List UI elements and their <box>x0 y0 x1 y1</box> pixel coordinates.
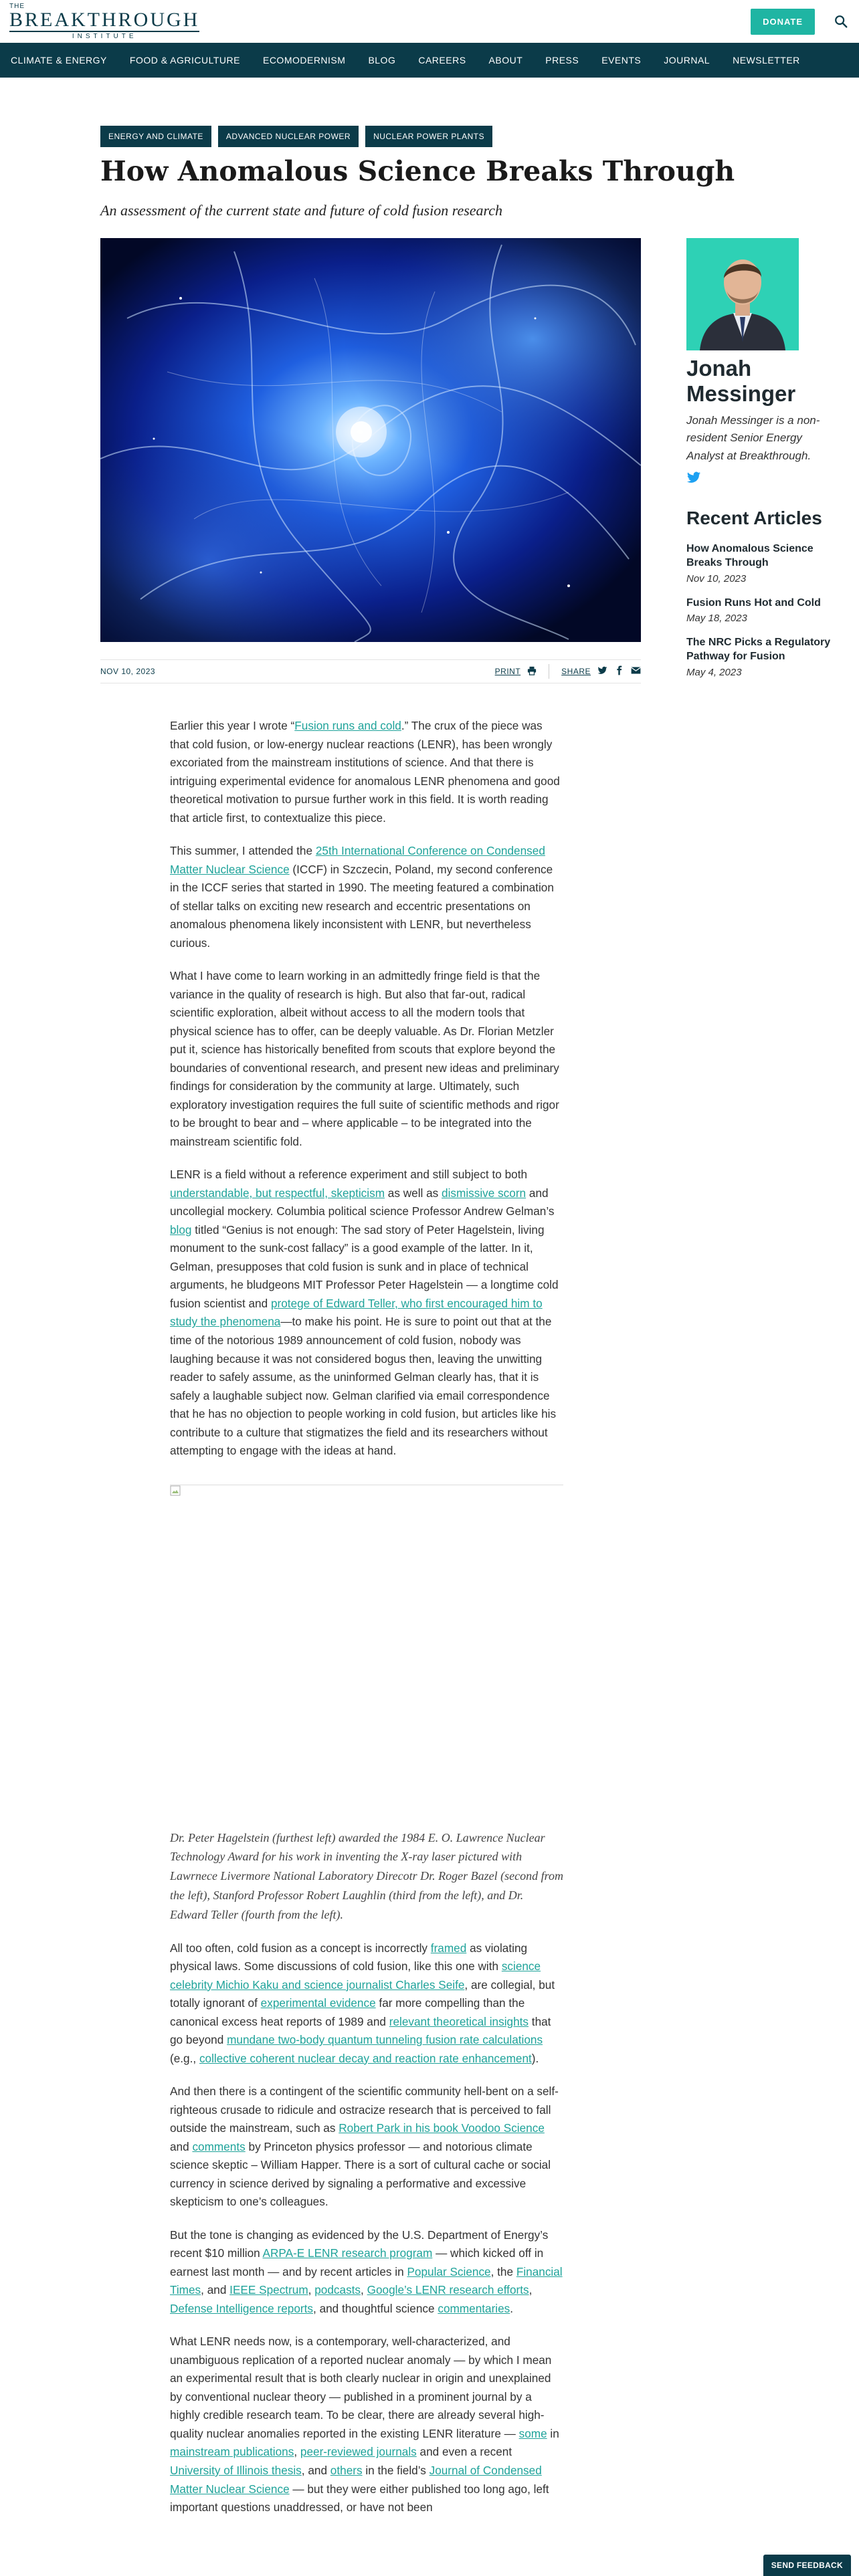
tag-advanced-nuclear[interactable]: ADVANCED NUCLEAR POWER <box>218 126 359 147</box>
body-text: —to make his point. He is sure to point out that at the time of the notorious 1989 announcement of cold fusion, nobody was laughing because it was not considered bogus then, leaving the unwitting reader to safely assume, as the uninformed Gelman clearly has, that it is safely a laughable subject now. Gelman clarified via email correspondence that he has no objection to people working in cold fusion, but articles like his contribute to a culture that stigmatizes the field and its researchers without attempting to engage with the ideas at hand. <box>170 1315 557 1458</box>
nav-events[interactable]: EVENTS <box>601 55 642 66</box>
inline-link[interactable]: Popular Science <box>407 2264 491 2278</box>
body-paragraph <box>170 717 563 827</box>
author-twitter-icon[interactable] <box>686 470 701 485</box>
body-text: as well as <box>385 1186 442 1200</box>
body-paragraph <box>170 1939 563 2068</box>
article-subtitle: An assessment of the current state and future of cold fusion research <box>100 202 503 219</box>
broken-image <box>170 1485 563 1819</box>
body-paragraph <box>170 1166 563 1460</box>
inline-link[interactable]: peer-reviewed journals <box>300 2445 417 2459</box>
nav-climate-energy[interactable]: CLIMATE & ENERGY <box>11 55 107 66</box>
inline-link[interactable]: Financial Times <box>170 2264 563 2297</box>
body-text: as violating physical laws. Some discussions of cold fusion, like this one with <box>170 1941 528 1973</box>
broken-image-icon <box>170 1485 181 1496</box>
body-paragraph <box>170 2082 563 2212</box>
body-text: titled “Genius is not enough: The sad story of Peter Hagelstein, living monument to the sunk-cost fallacy” is a good example of the latter. In it, Gelman, presupposes that cold fusion is sunk and in place of technical arguments, he bludgeons MIT Professor Peter Hagelstein — a longtime cold fusion scientist and <box>170 1222 559 1310</box>
recent-article-date: May 18, 2023 <box>686 613 747 625</box>
figure-caption: Dr. Peter Hagelstein (furthest left) awarded the 1984 E. O. Lawrence Nuclear Technology Award for his work in inventing the X-ray laser pictured with Lawrnece Livermore National Laboratory Direcotr Dr. Roger Bazel (second from the left), Stanford Professor Robert Laughlin (third from the left), and Dr. Edward Teller (fourth from the left). <box>170 1830 563 1921</box>
body-text: , and <box>201 2283 230 2297</box>
recent-article-item[interactable] <box>686 597 834 625</box>
inline-link[interactable]: Defense Intelligence reports <box>170 2301 314 2315</box>
donate-button[interactable]: DONATE <box>751 9 815 35</box>
body-text: All too often, cold fusion as a concept is incorrectly <box>170 1941 431 1955</box>
body-text: , <box>308 2283 315 2297</box>
nav-careers[interactable]: CAREERS <box>418 55 466 66</box>
facebook-icon[interactable] <box>614 665 624 677</box>
nav-food-agriculture[interactable]: FOOD & AGRICULTURE <box>129 55 240 66</box>
nav-ecomodernism[interactable]: ECOMODERNISM <box>262 55 346 66</box>
recent-article-title[interactable]: The NRC Picks a Regulatory Pathway for Fusion <box>686 637 831 663</box>
nav-newsletter[interactable]: NEWSLETTER <box>733 55 800 66</box>
body-text: , <box>529 2283 533 2297</box>
body-text: far more compelling than the canonical excess heat reports of 1989 and <box>170 1996 525 2028</box>
main-nav <box>0 43 859 78</box>
inline-link[interactable]: comments <box>192 2139 246 2153</box>
body-text: , and <box>301 2463 330 2477</box>
recent-article-title[interactable]: How Anomalous Science Breaks Through <box>686 542 814 568</box>
inline-link[interactable]: commentaries <box>438 2301 510 2315</box>
body-text: What I have come to learn working in an admittedly fringe field is that the variance in the quality of research is high. But also that far-out, radical scientific exploration, albeit without access to all the modern tools that physical science has to offer, can be deeply valuable. As Dr. Florian Metzler put it, science has historically benefited from scouts that explore beyond the boundaries of conventional research, and present new ideas and preliminary findings for consideration by the community at large. Ultimately, such exploratory investigation requires the full suite of scientific methods and rigor to be brought to bear and – where applicable – to be integrated into the mainstream scientific fold. <box>170 969 559 1148</box>
inline-link[interactable]: podcasts <box>314 2283 361 2297</box>
body-text: , and thoughtful science <box>313 2301 438 2315</box>
body-text: that go beyond <box>170 2014 551 2047</box>
body-text: , <box>361 2283 367 2297</box>
recent-article-item[interactable] <box>686 542 834 584</box>
body-paragraph <box>170 2226 563 2319</box>
body-text: What LENR needs now, is a contemporary, well-characterized, and unambiguous replication of a reported nuclear anomaly — by which I mean an experimental result that is both clearly nuclear in origin and unexplained by conventional nuclear theory — published in a prominent journal by a highly credible research team. To be clear, there are already several high-quality nuclear anomalies reported in the existing LENR literature — <box>170 2335 552 2440</box>
email-icon[interactable] <box>631 665 641 677</box>
body-text: — but they were either published too long ago, left important questions unaddressed, or have not been <box>170 2482 549 2514</box>
tag-energy-climate[interactable]: ENERGY AND CLIMATE <box>100 126 211 147</box>
inline-link[interactable]: science celebrity Michio Kaku and science journalist Charles Seife <box>170 1959 541 1992</box>
article-title: How Anomalous Science Breaks Through <box>100 155 735 187</box>
inline-link[interactable]: protege of Edward Teller, who first encouraged him to study the phenomena <box>170 1296 543 1329</box>
body-paragraph <box>170 967 563 1151</box>
recent-article-item[interactable] <box>686 636 834 678</box>
publish-date: NOV 10, 2023 <box>100 667 156 676</box>
body-text: in the field’s <box>362 2463 430 2477</box>
author-bio: Jonah Messinger is a non-resident Senior Energy Analyst at Breakthrough. <box>686 413 820 462</box>
inline-link[interactable]: University of Illinois thesis <box>170 2463 302 2477</box>
body-text: But the tone is changing as evidenced by the U.S. Department of Energy’s recent $10 million <box>170 2228 549 2260</box>
author-name[interactable]: Jonah Messinger <box>686 356 796 406</box>
body-text: and <box>170 2139 193 2153</box>
author-sidebar <box>686 238 834 690</box>
article-meta-bar <box>100 659 641 683</box>
recent-article-date: May 4, 2023 <box>686 666 742 678</box>
site-header <box>0 0 859 43</box>
body-text: .” The crux of the piece was that cold fusion, or low-energy nuclear reactions (LENR), has been wrongly excoriated from the mainstream institutions of science. And that there is intriguing experimental evidence for anomalous LENR phenomena and good theoretical motivation to pursue further work in this field. It is worth reading that article first, to contextualize this piece. <box>170 719 560 825</box>
inline-link[interactable]: Robert Park in his book Voodoo Science <box>339 2121 545 2135</box>
inline-link[interactable]: dismissive scorn <box>442 1186 527 1200</box>
body-text: And then there is a contingent of the scientific community hell-bent on a self-righteous crusade to ridicule and ostracize research that is perceived to fall outside the mainstream, such as <box>170 2084 559 2135</box>
nav-about[interactable]: ABOUT <box>488 55 523 66</box>
inline-link[interactable]: mundane two-body quantum tunneling fusion rate calculations <box>227 2033 543 2047</box>
body-text: — which kicked off in earnest last month — and by recent articles in <box>170 2246 544 2278</box>
recent-articles-list <box>686 542 834 678</box>
body-text: Earlier this year I wrote “ <box>170 719 295 732</box>
body-text: by Princeton physics professor — and notorious climate science skeptic – William Happer. There is a sort of cultural cache or social currency in science derived by signaling a performative and excessive skepticism to one’s colleagues. <box>170 2139 551 2209</box>
inline-link[interactable]: some <box>518 2426 547 2440</box>
recent-articles-heading: Recent Articles <box>686 507 822 528</box>
logo-the: THE <box>9 2 25 10</box>
body-text: (ICCF) in Szczecin, Poland, my second conference in the ICCF series that started in 1990. The meeting featured a combination of stellar talks on exciting new research and eccentric presentations on anomalous phenomena likely inconsistent with LENR, but nevertheless curious. <box>170 862 554 950</box>
inline-link[interactable]: mainstream publications <box>170 2445 294 2459</box>
article-figure <box>170 1485 563 1819</box>
body-text: ). <box>531 2051 539 2065</box>
inline-link[interactable]: 25th International Conference on Condensed Matter Nuclear Science <box>170 844 545 876</box>
body-paragraph <box>170 842 563 952</box>
recent-article-title[interactable]: Fusion Runs Hot and Cold <box>686 597 821 609</box>
nav-press[interactable]: PRESS <box>545 55 579 66</box>
body-text: , are collegial, but totally ignorant of <box>170 1977 555 2010</box>
logo-wordmark: BREAKTHROUGH <box>9 8 200 31</box>
article-body <box>170 717 563 2532</box>
article-tags <box>100 126 492 147</box>
logo-institute: INSTITUTE <box>72 32 137 40</box>
inline-link[interactable]: Fusion runs and cold <box>294 719 401 732</box>
body-text: , the <box>490 2264 516 2278</box>
twitter-icon[interactable] <box>597 665 607 677</box>
body-text: This summer, I attended the <box>170 844 316 858</box>
inline-link[interactable]: IEEE Spectrum <box>229 2283 308 2297</box>
body-text: LENR is a field without a reference experiment and still subject to both <box>170 1168 528 1182</box>
site-logo[interactable] <box>9 3 199 40</box>
inline-link[interactable]: Journal of Condensed Matter Nuclear Science <box>170 2463 542 2496</box>
print-link[interactable]: PRINT <box>494 667 521 676</box>
tag-nuclear-plants[interactable]: NUCLEAR POWER PLANTS <box>365 126 492 147</box>
share-label: SHARE <box>561 667 591 676</box>
body-text: (e.g., <box>170 2051 199 2065</box>
body-text: and even a recent <box>416 2445 512 2459</box>
body-paragraph <box>170 2333 563 2516</box>
printer-icon[interactable] <box>527 666 537 677</box>
inline-link[interactable]: understandable, but respectful, skepticism <box>170 1186 385 1200</box>
nav-journal[interactable]: JOURNAL <box>664 55 710 66</box>
body-text: in <box>547 2426 559 2440</box>
recent-article-date: Nov 10, 2023 <box>686 572 747 584</box>
send-feedback-button[interactable]: SEND FEEDBACK <box>763 2555 851 2576</box>
inline-link[interactable]: ARPA-E LENR research program <box>262 2246 433 2260</box>
body-text: . <box>510 2301 514 2315</box>
search-icon[interactable] <box>834 14 848 29</box>
nav-blog[interactable]: BLOG <box>368 55 396 66</box>
inline-link[interactable]: collective coherent nuclear decay and reaction rate enhancement <box>199 2051 532 2065</box>
inline-link[interactable]: experimental evidence <box>260 1996 376 2010</box>
inline-link[interactable]: others <box>330 2463 363 2477</box>
body-text: , <box>294 2445 300 2459</box>
inline-link[interactable]: Google’s LENR research efforts <box>367 2283 529 2297</box>
author-avatar <box>686 238 799 350</box>
body-text: and uncollegial mockery. Columbia political science Professor Andrew Gelman’s <box>170 1186 555 1218</box>
inline-link[interactable]: framed <box>430 1941 467 1955</box>
inline-link[interactable]: blog <box>170 1222 192 1237</box>
hero-image <box>100 238 641 642</box>
inline-link[interactable]: relevant theoretical insights <box>389 2014 529 2028</box>
